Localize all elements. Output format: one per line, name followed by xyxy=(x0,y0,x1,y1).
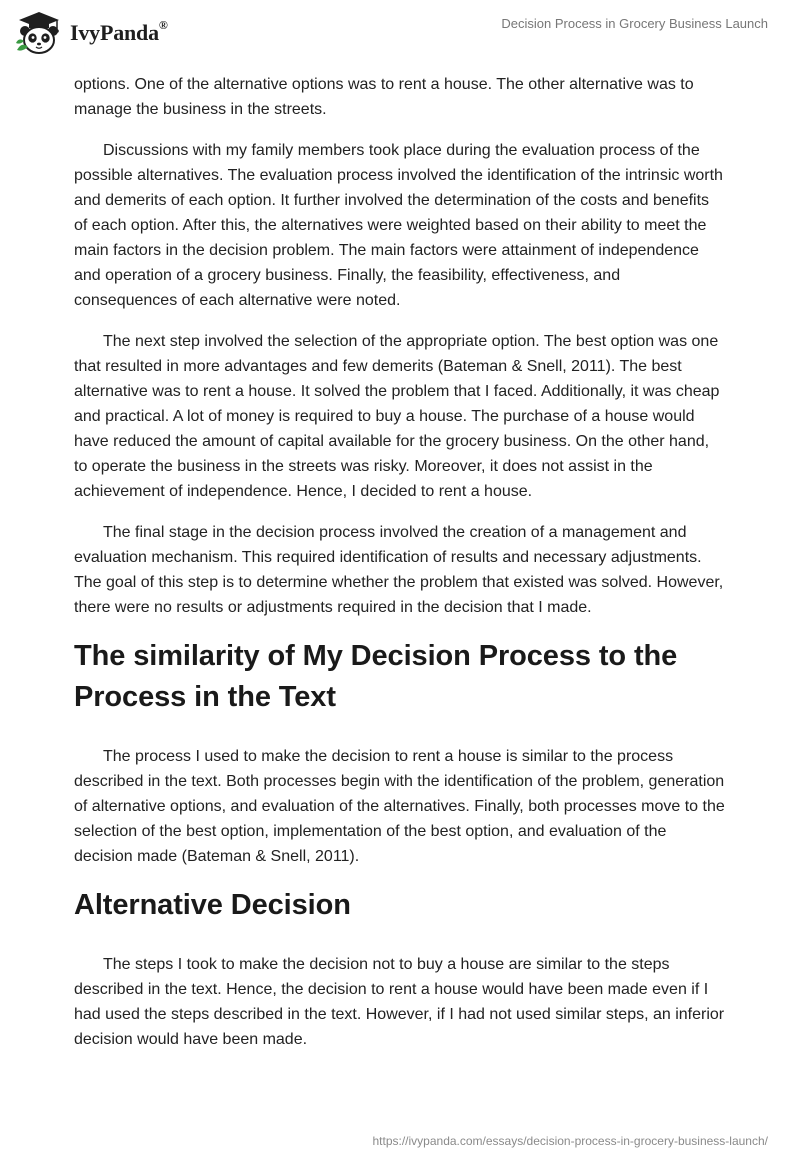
paragraph-selection: The next step involved the selection of the appropriate option. The best option was one that resulted in more advantages and few demerits (Bateman & Snell, 2011). The best alternative was to rent a house. It solved the problem that I faced. Additionally, it was cheap and practical. A lot of money is required to buy a house. The purchase of a house would have reduced the amount of capital available for the grocery business. On the other hand, to operate the business in the streets was risky. Moreover, it does not assist in the achievement of independence. Hence, I decided to rent a house. xyxy=(74,333,720,500)
document-title: Decision Process in Grocery Business Launch xyxy=(501,16,768,31)
paragraph-similarity: The process I used to make the decision to rent a house is similar to the process described in the text. Both processes begin with the identification of the problem, generation of alternative options, and evaluation of the alternatives. Finally, both processes move to the selection of the best option, implementation of the best option, and evaluation of the decision made (Bateman & Snell, 2011). xyxy=(74,748,725,865)
panda-logo-icon xyxy=(14,10,64,56)
brand-name: IvyPanda® xyxy=(70,17,168,45)
essay-body xyxy=(74,72,726,1068)
paragraph-alternative: The steps I took to make the decision not to buy a house are similar to the steps described in the text. Hence, the decision to rent a house would have been made even if I had used the steps described in the text. However, if I had not used similar steps, an inferior decision would have been made. xyxy=(74,956,725,1048)
section-heading-similarity: The similarity of My Decision Process to the Process in the Text xyxy=(74,640,678,713)
brand-logo[interactable] xyxy=(14,8,168,58)
section-heading-alternative: Alternative Decision xyxy=(74,889,351,921)
page-header xyxy=(0,0,800,70)
registered-mark: ® xyxy=(158,17,168,32)
paragraph-final-stage: The final stage in the decision process involved the creation of a management and evaluation mechanism. This required identification of results and necessary adjustments. The goal of this step is to determine whether the problem that existed was solved. However, there were no results or adjustments required in the decision that I made. xyxy=(74,524,724,616)
paragraph-evaluation: Discussions with my family members took place during the evaluation process of the possible alternatives. The evaluation process involved the identification of the intrinsic worth and demerits of each option. It further involved the determination of the costs and benefits of each option. After this, the alternatives were weighted based on their ability to meet the main factors in the decision problem. The main factors were attainment of independence and operation of a grocery business. Finally, the feasibility, effectiveness, and consequences of each alternative were noted. xyxy=(74,142,723,309)
source-url-link[interactable]: https://ivypanda.com/essays/decision-process-in-grocery-business-launch/ xyxy=(372,1134,768,1148)
paragraph-continued: options. One of the alternative options was to rent a house. The other alternative was to manage the business in the streets. xyxy=(74,76,694,118)
